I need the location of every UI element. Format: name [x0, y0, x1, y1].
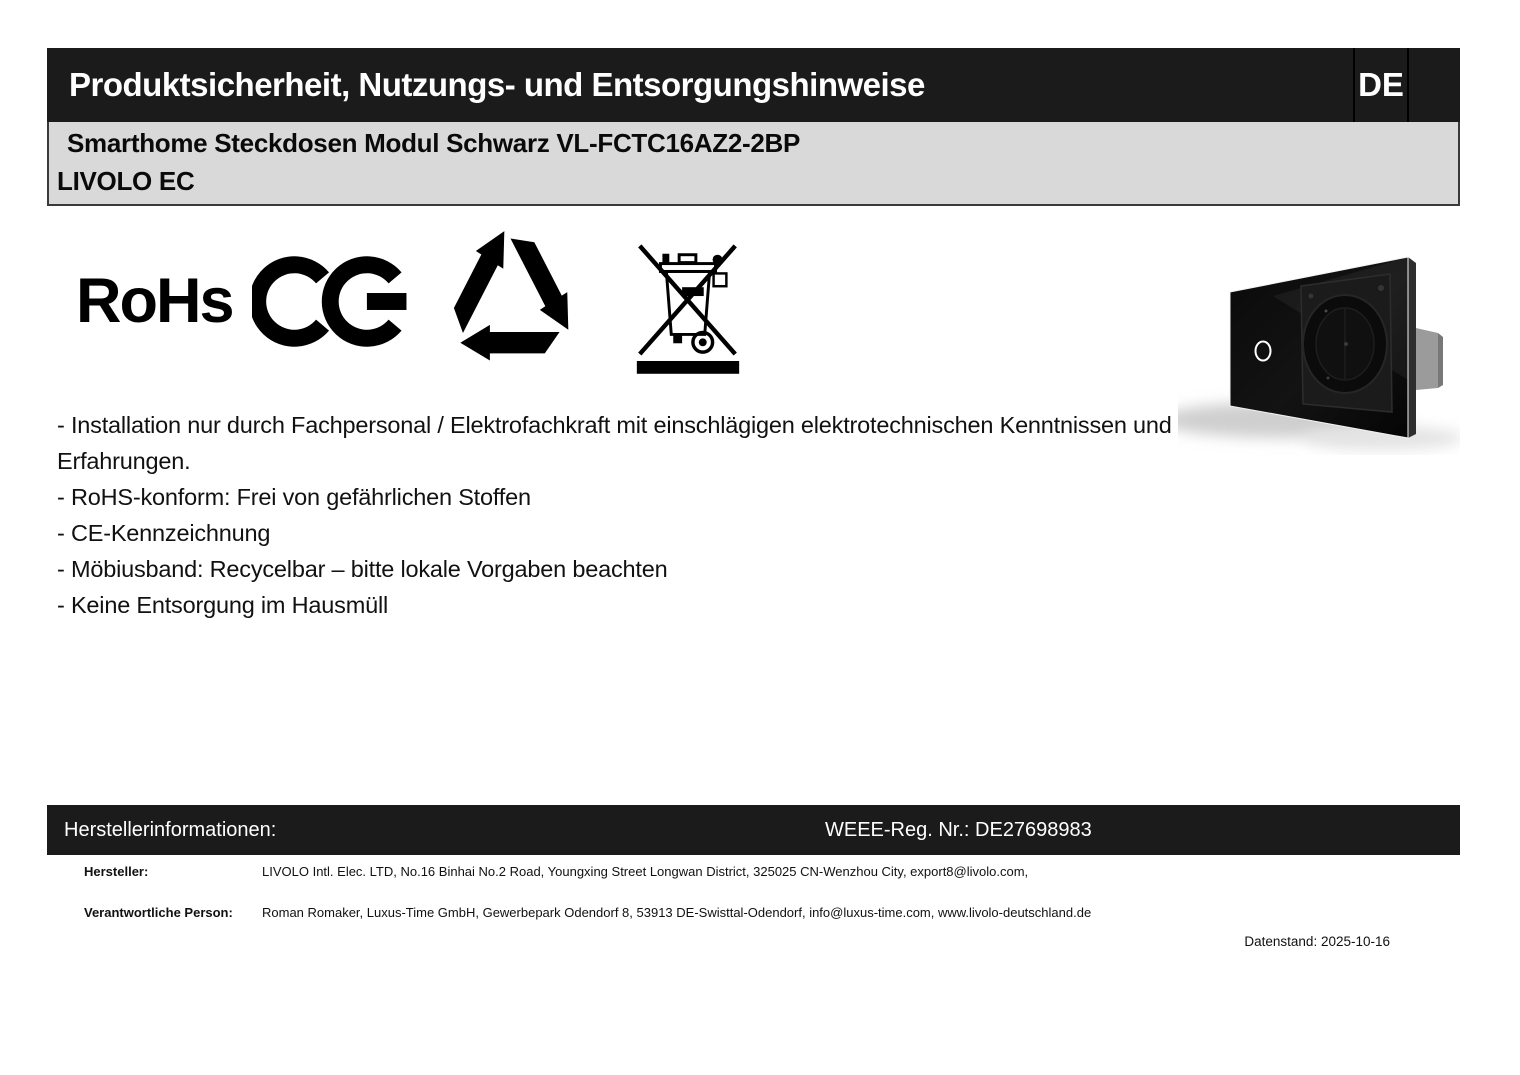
- product-subheader: [47, 122, 1460, 206]
- manufacturer-info-heading: Herstellerinformationen:: [64, 819, 277, 841]
- language-badge: DE: [1358, 66, 1404, 103]
- weee-bin-icon: [627, 224, 749, 374]
- note-item: - CE-Kennzeichnung: [57, 520, 271, 546]
- responsible-person-label: Verantwortliche Person:: [84, 905, 233, 920]
- product-brand-title: LIVOLO EC: [57, 166, 195, 196]
- safety-notes-list: [57, 407, 1172, 623]
- responsible-person-value: Roman Romaker, Luxus-Time GmbH, Gewerbepark Odendorf 8, 53913 DE-Swisttal-Odendorf, info@luxus-time.com, www.livolo-deutschland.de: [262, 905, 1092, 920]
- product-model-title: Smarthome Steckdosen Modul Schwarz VL-FCTC16AZ2-2BP: [67, 128, 801, 158]
- manufacturer-label: Hersteller:: [84, 864, 149, 879]
- weee-registration-number: WEEE-Reg. Nr.: DE27698983: [825, 819, 1092, 841]
- product-image: [1178, 240, 1460, 455]
- data-status-date: Datenstand: 2025-10-16: [1244, 934, 1390, 949]
- rohs-label: RoHs: [76, 266, 233, 336]
- note-item: - RoHS-konform: Frei von gefährlichen Stoffen: [57, 484, 531, 510]
- note-item: - Keine Entsorgung im Hausmüll: [57, 592, 388, 618]
- manufacturer-value-cell: [262, 863, 1028, 881]
- page-title: Produktsicherheit, Nutzungs- und Entsorgungshinweise: [69, 66, 925, 103]
- header-bar: [47, 48, 1460, 122]
- note-item: - Möbiusband: Recycelbar – bitte lokale Vorgaben beachten: [57, 556, 668, 582]
- recycling-icon: [435, 230, 587, 370]
- manufacturer-value: LIVOLO Intl. Elec. LTD, No.16 Binhai No.2 Road, Youngxing Street Longwan District, 325025 CN-Wenzhou City, export8@livolo.com,: [262, 864, 1029, 879]
- note-item: - Installation nur durch Fachpersonal / Elektrofachkraft mit einschlägigen elektrotechnischen Kenntnissen und Erfahrungen.: [57, 412, 1172, 474]
- header-separator-right: [1407, 48, 1409, 122]
- responsible-person-row: [84, 904, 233, 922]
- responsible-person-value-cell: [262, 904, 1091, 922]
- manufacturer-info-bar: [47, 805, 1460, 855]
- ce-mark-icon: [252, 250, 414, 353]
- manufacturer-row: [84, 863, 148, 881]
